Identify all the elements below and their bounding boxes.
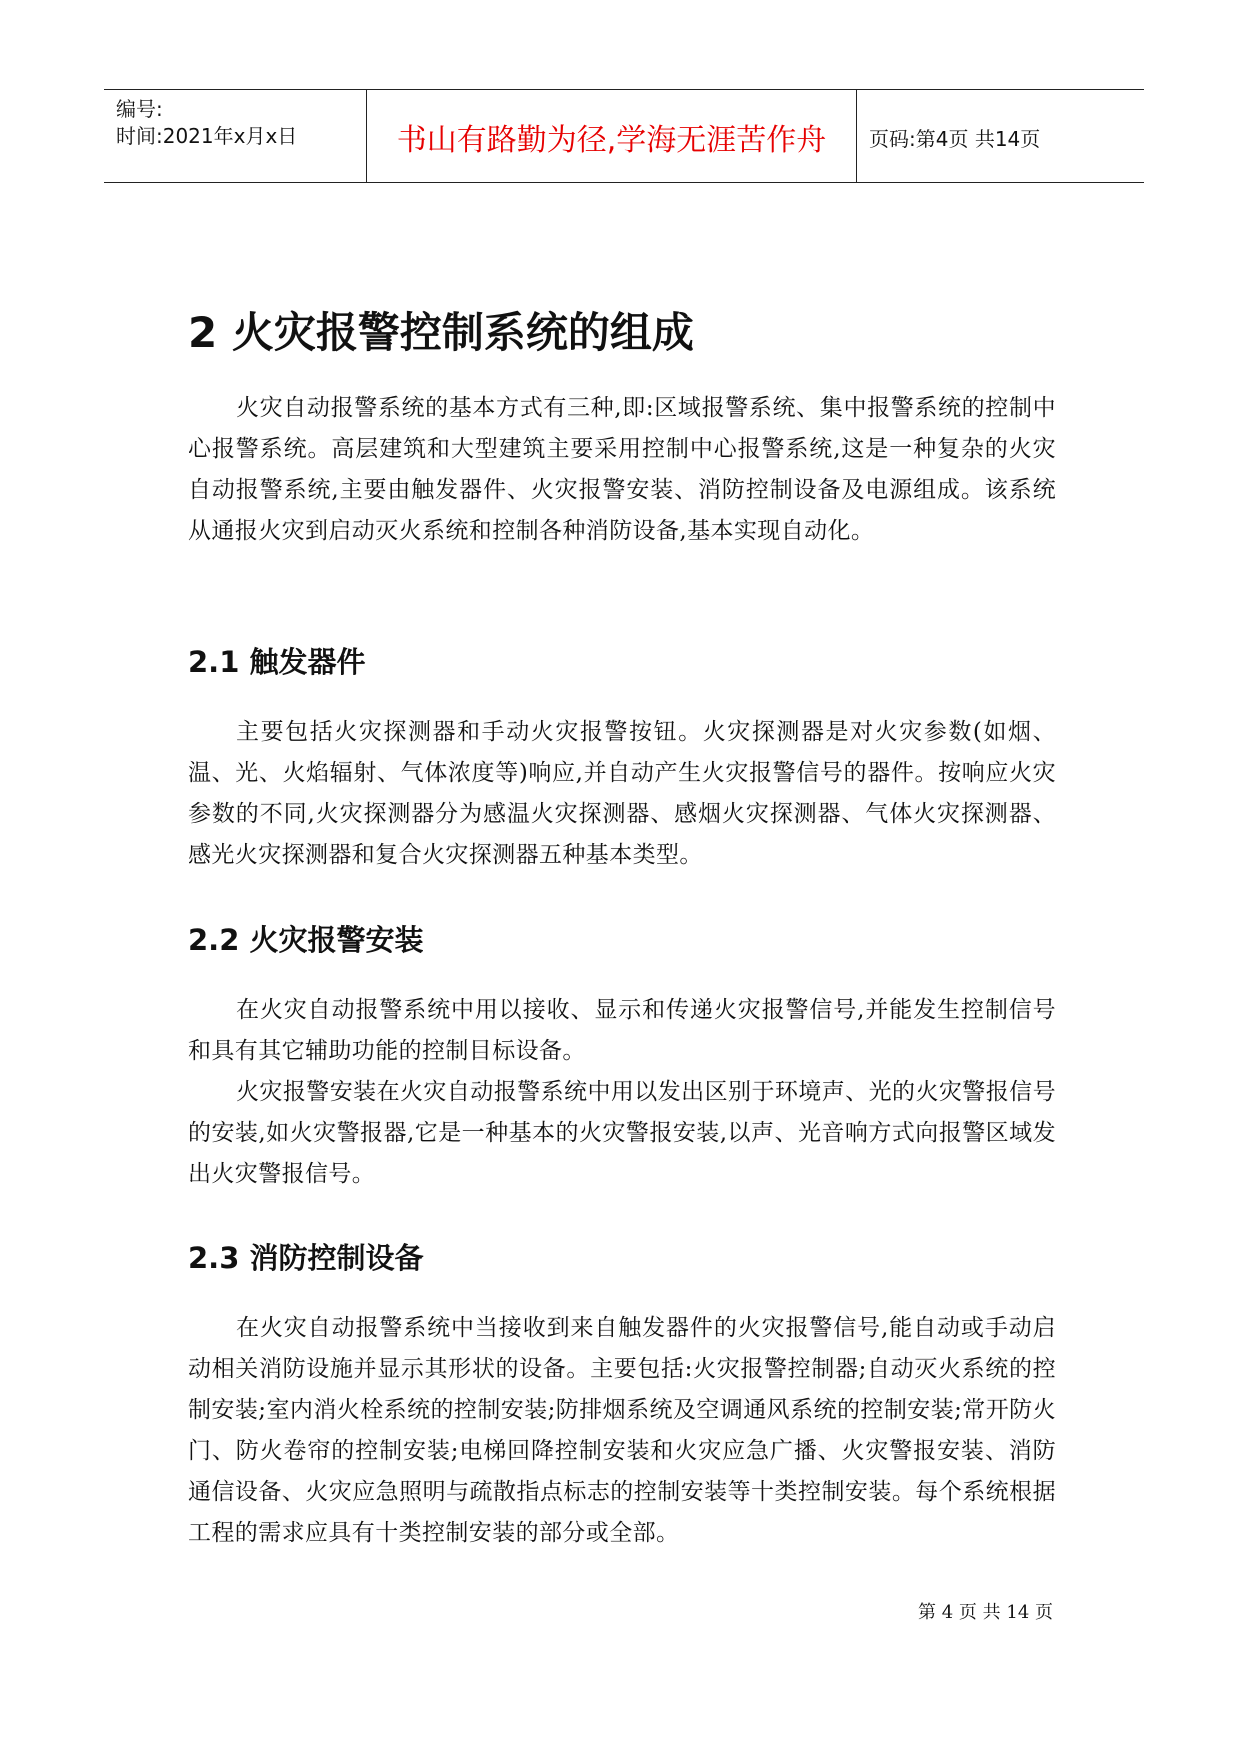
time-label: 时间:2021年x月x日 <box>116 124 298 148</box>
number-label: 编号: <box>116 97 163 121</box>
header-page-info: 页码:第4页 共14页 <box>869 126 1041 151</box>
header-meta <box>104 90 367 182</box>
header-motto: 书山有路勤为径,学海无涯苦作舟 <box>367 90 857 182</box>
section-heading-2-1: 2.1 触发器件 <box>188 645 366 679</box>
page-footer: 第 4 页 共 14 页 <box>918 1602 1053 1623</box>
section-2-1-paragraph: 主要包括火灾探测器和手动火灾报警按钮。火灾探测器是对火灾参数(如烟、温、光、火焰辐射、气体浓度等)响应,并自动产生火灾报警信号的器件。按响应火灾参数的不同,火灾探测器分为感温火灾探测器、感烟火灾探测器、气体火灾探测器、感光火灾探测器和复合火灾探测器五种基本类型。 <box>188 719 1056 868</box>
intro-paragraph: 火灾自动报警系统的基本方式有三种,即:区域报警系统、集中报警系统的控制中心报警系统。高层建筑和大型建筑主要采用控制中心报警系统,这是一种复杂的火灾自动报警系统,主要由触发器件、火灾报警安装、消防控制设备及电源组成。该系统从通报火灾到启动灭火系统和控制各种消防设备,基本实现自动化。 <box>188 395 1056 544</box>
section-heading-2-3: 2.3 消防控制设备 <box>188 1241 424 1275</box>
section-heading-2-2: 2.2 火灾报警安装 <box>188 923 424 957</box>
page-header <box>104 89 1144 183</box>
page-title: 2 火灾报警控制系统的组成 <box>188 308 694 357</box>
section-2-3-paragraph: 在火灾自动报警系统中当接收到来自触发器件的火灾报警信号,能自动或手动启动相关消防设施并显示其形状的设备。主要包括:火灾报警控制器;自动灭火系统的控制安装;室内消火栓系统的控制安装;防排烟系统及空调通风系统的控制安装;常开防火门、防火卷帘的控制安装;电梯回降控制安装和火灾应急广播、火灾警报安装、消防通信设备、火灾应急照明与疏散指点标志的控制安装等十类控制安装。每个系统根据工程的需求应具有十类控制安装的部分或全部。 <box>188 1315 1056 1546</box>
section-2-2-paragraph-1: 在火灾自动报警系统中用以接收、显示和传递火灾报警信号,并能发生控制信号和具有其它辅助功能的控制目标设备。 <box>188 997 1056 1064</box>
section-2-2-paragraph-2: 火灾报警安装在火灾自动报警系统中用以发出区别于环境声、光的火灾警报信号的安装,如火灾警报器,它是一种基本的火灾警报安装,以声、光音响方式向报警区域发出火灾警报信号。 <box>188 1079 1056 1187</box>
